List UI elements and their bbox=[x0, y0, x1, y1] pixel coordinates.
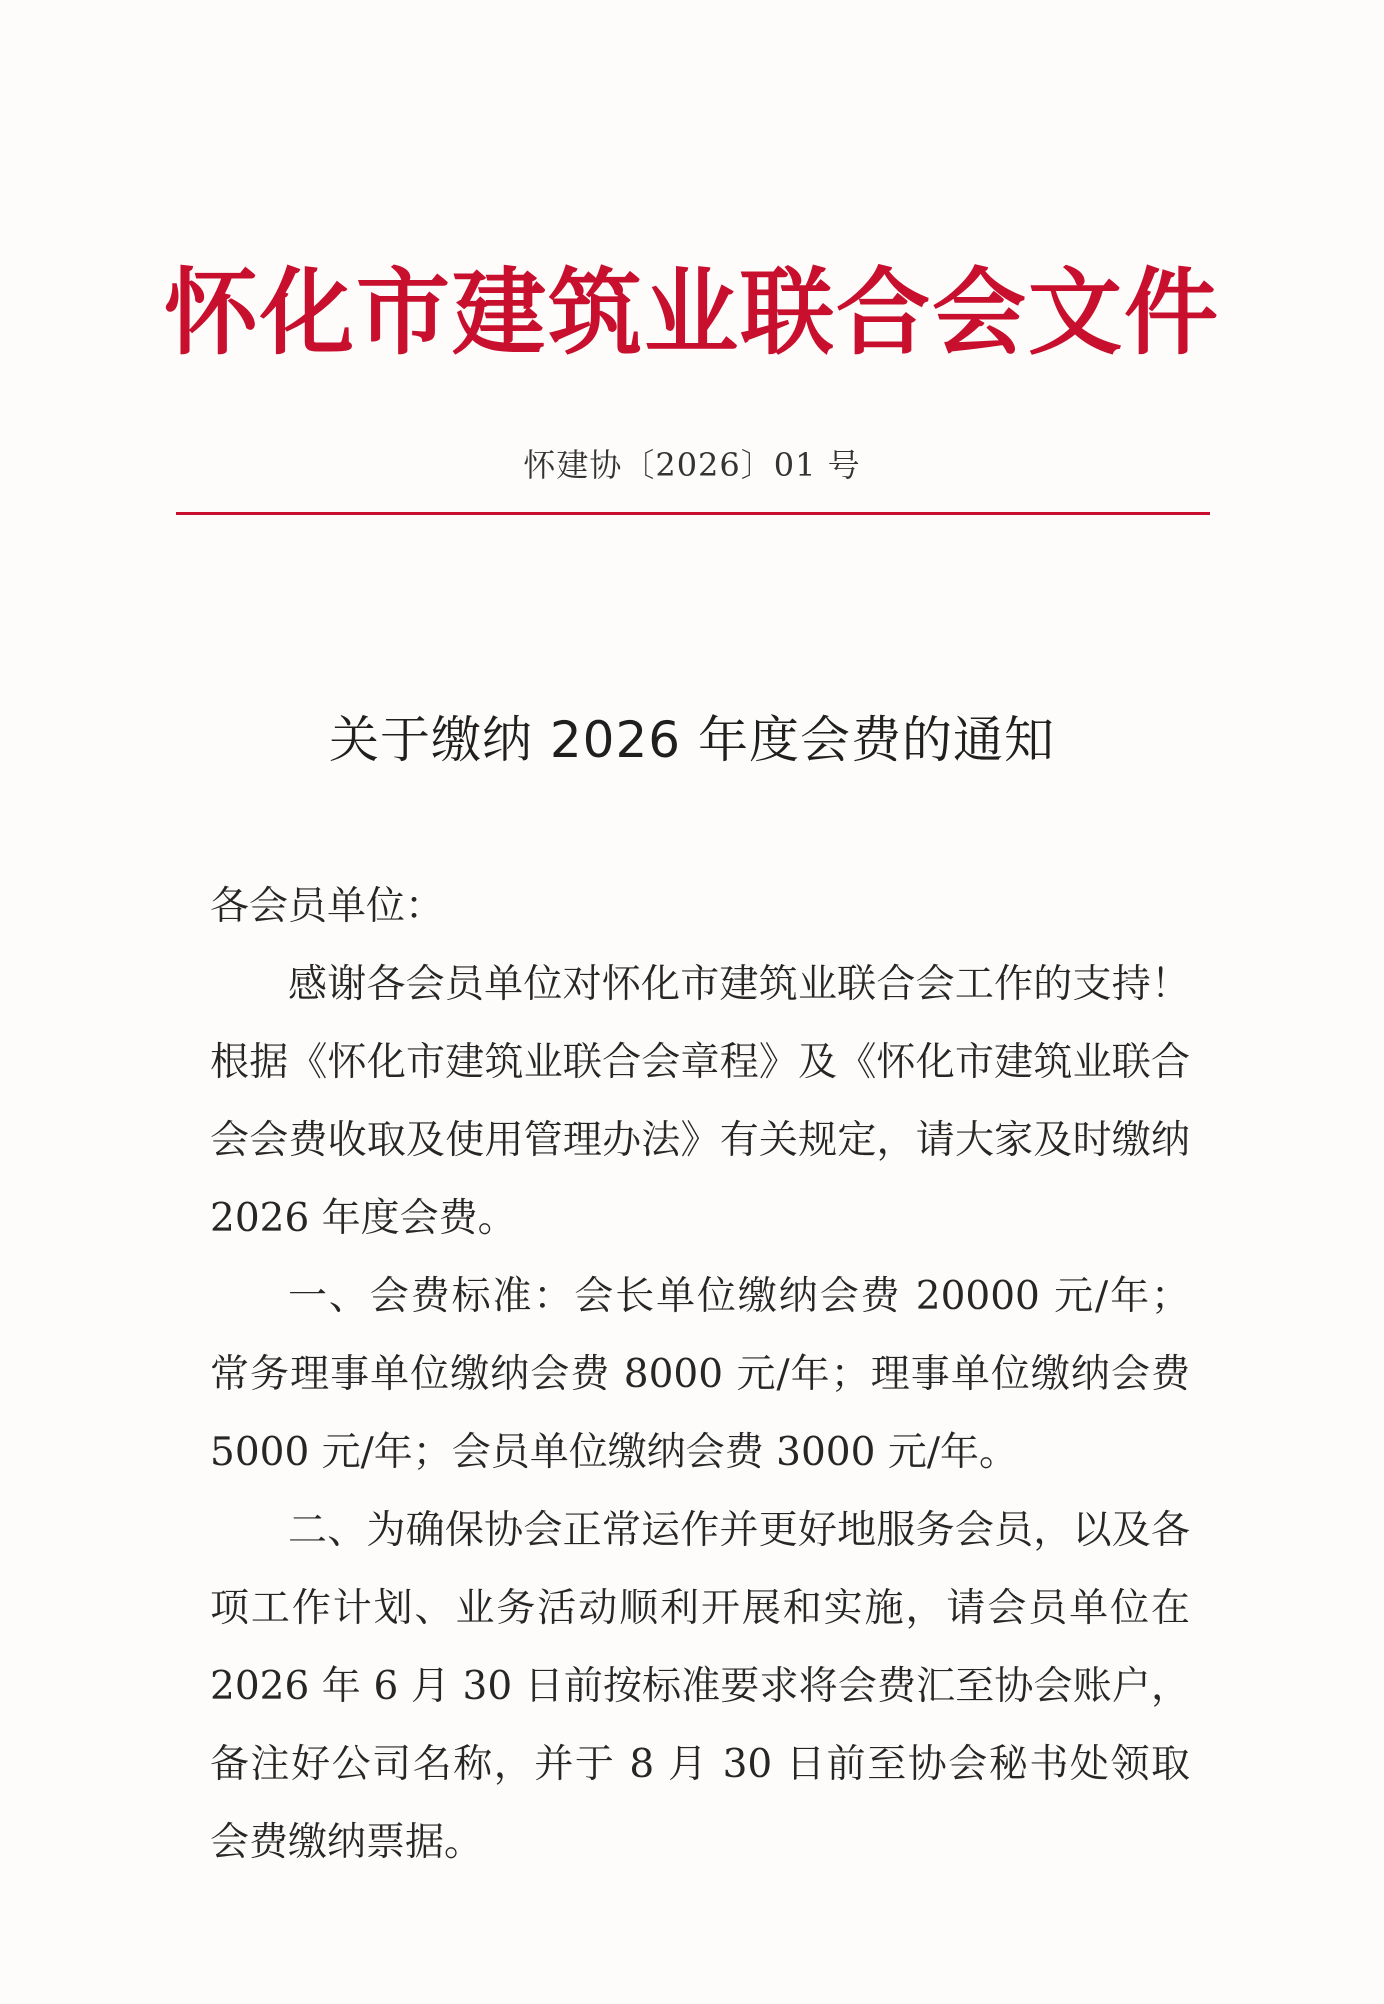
notice-body bbox=[210, 868, 1190, 1882]
notice-paragraph-payment-deadline: 二、为确保协会正常运作并更好地服务会员，以及各项工作计划、业务活动顺利开展和实施，请会员单位在 2026 年 6 月 30 日前按标准要求将会费汇至协会账户，备注好公司名称，并于 8 月 30 日前至协会秘书处领取会费缴纳票据。 bbox=[210, 1508, 1190, 1865]
notice-salutation: 各会员单位： bbox=[210, 884, 445, 929]
header-divider bbox=[176, 512, 1210, 515]
notice-paragraph-fee-standard: 一、会费标准：会长单位缴纳会费 20000 元/年；常务理事单位缴纳会费 8000 元/年；理事单位缴纳会费 5000 元/年；会员单位缴纳会费 3000 元/年。 bbox=[210, 1274, 1190, 1475]
document-header-title: 怀化市建筑业联合会文件 bbox=[163, 258, 1220, 368]
notice-paragraph-intro: 感谢各会员单位对怀化市建筑业联合会工作的支持！根据《怀化市建筑业联合会章程》及《怀化市建筑业联合会会费收取及使用管理办法》有关规定，请大家及时缴纳 2026 年度会费。 bbox=[210, 962, 1190, 1241]
document-number: 怀建协〔2026〕01 号 bbox=[523, 446, 861, 484]
notice-title: 关于缴纳 2026 年度会费的通知 bbox=[328, 711, 1056, 769]
